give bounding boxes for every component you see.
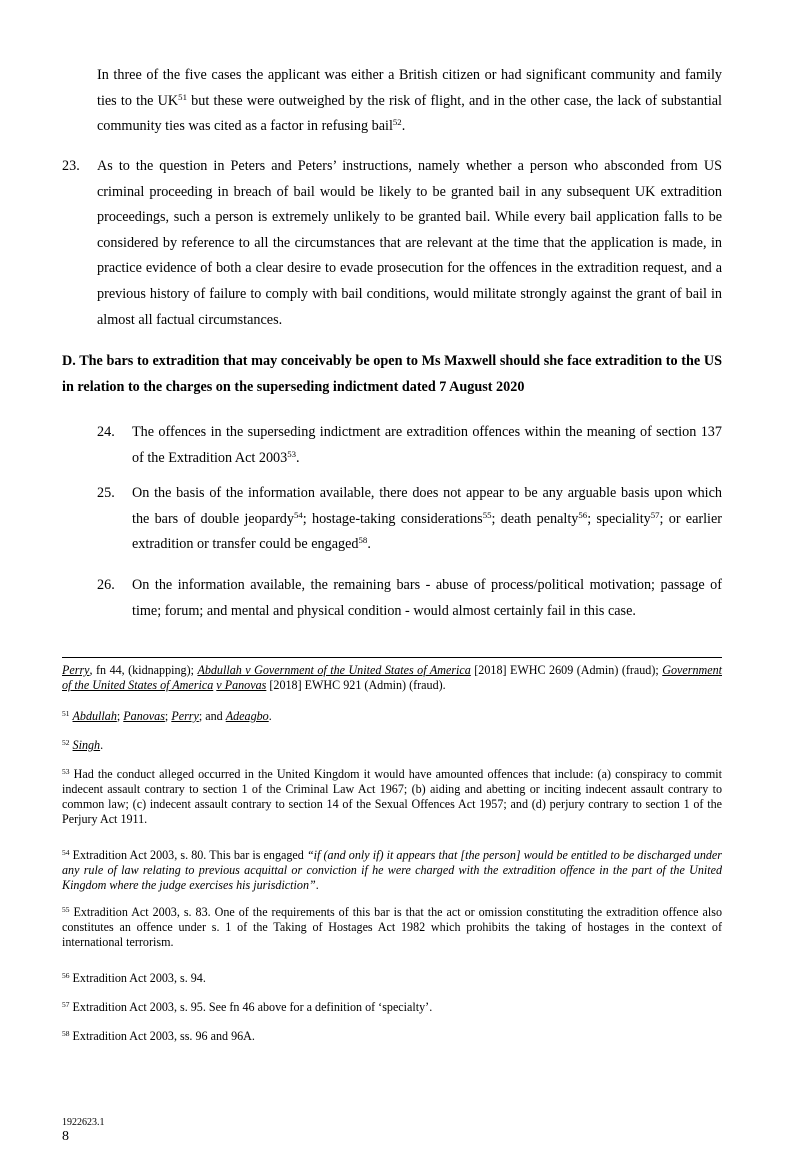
text-run: [2018] EWHC 921 (Admin) (fraud). bbox=[266, 677, 446, 692]
text-run: [2018] EWHC 2609 (Admin) (fraud); bbox=[470, 663, 663, 677]
case-citation: Singh bbox=[72, 738, 101, 752]
text-run: On the basis of the information available, there does not appear to be any arguable basis upon which the bars of double jeopardy bbox=[132, 485, 722, 527]
case-citation: Adeagbo bbox=[225, 709, 269, 723]
paragraph-23 bbox=[62, 154, 722, 333]
paragraph-number: 24. bbox=[97, 424, 115, 440]
text-run: , fn 44, (kidnapping); bbox=[89, 663, 198, 677]
footnote-reference: 51 bbox=[62, 708, 70, 718]
paragraph-number: 23. bbox=[62, 158, 80, 174]
text-run: but these were outweighed by the risk of flight, and in the other case, the lack of substantial community ties was cited as a factor in refusing bail bbox=[97, 92, 722, 135]
case-citation: v Panovas bbox=[216, 677, 267, 692]
text-run: In three of the five cases the applicant was either a British citizen or had significant community and family ties to the UK bbox=[97, 67, 722, 109]
footnote-reference: 58 bbox=[62, 1028, 70, 1038]
text-run: ; or earlier extradition or transfer could be engaged bbox=[132, 510, 723, 553]
text-run: . bbox=[296, 449, 300, 466]
case-citation: Perry bbox=[171, 709, 199, 723]
footnote-separator bbox=[62, 657, 722, 658]
text-run: . bbox=[100, 738, 104, 752]
footnote-57 bbox=[62, 1000, 722, 1015]
case-citation: “if (and only if) it appears that [the person] would be entitled to be discharged under any rule of law relating to previous acquittal or conviction if he were charged with the extradition offence in the part of the United Kingdom where the judge exercises his jurisdiction” bbox=[62, 848, 722, 892]
page-number: 8 bbox=[62, 1129, 69, 1144]
paragraph-24 bbox=[97, 420, 722, 471]
text-run: ; bbox=[164, 709, 172, 723]
footnote-reference: 58 bbox=[358, 535, 368, 546]
text-run: ; hostage-taking considerations bbox=[302, 510, 483, 527]
text-run: . bbox=[401, 118, 406, 135]
text-run: Extradition Act 2003, ss. 96 and 96A. bbox=[69, 1029, 255, 1043]
paragraph-text bbox=[97, 158, 722, 328]
text-run: Extradition Act 2003, s. 94. bbox=[69, 971, 206, 985]
footnote-54 bbox=[62, 848, 722, 893]
paragraph-number: 25. bbox=[97, 485, 115, 501]
footnote-reference: 53 bbox=[62, 766, 70, 776]
text-run: Extradition Act 2003, s. 95. See fn 46 above for a definition of ‘specialty’. bbox=[69, 1000, 433, 1014]
footnote-50-continuation bbox=[62, 663, 722, 693]
document-id: 1922623.1 bbox=[62, 1117, 105, 1128]
text-run: Extradition Act 2003, s. 80. This bar is engaged bbox=[69, 848, 307, 862]
paragraph-25 bbox=[97, 481, 723, 558]
text-run: . bbox=[315, 877, 319, 892]
footnote-51 bbox=[62, 709, 722, 724]
case-citation: Government of the United States of America bbox=[62, 663, 722, 692]
footnote-reference: 56 bbox=[578, 509, 588, 520]
text-run: As to the question in Peters and Peters’ instructions, namely whether a person who absconded from US criminal proceeding in breach of bail would be likely to be granted bail in any subsequent UK extradition proceedings, such a person is extremely unlikely to be granted bail. While every bail application falls to be considered by reference to all the circumstances that are relevant at the time that the application is made, in practice evidence of both a clear desire to evade prosecution for the offences in the extradition request, and a previous history of failure to comply with bail conditions, would militate strongly against the grant of bail in almost all factual circumstances. bbox=[97, 158, 722, 328]
text-run: Had the conduct alleged occurred in the United Kingdom it would have amounted offences that include: (a) conspiracy to commit indecent assault contrary to section 1 of the Criminal Law Act 1967; (b) aiding and abetting or inciting indecent assault contrary to common law; (c) indecent assault contrary to section 14 of the Sexual Offences Act 1957; and (d) perjury contrary to section 1 of the Perjury Act 1911. bbox=[62, 767, 722, 826]
paragraph-22-continuation bbox=[97, 63, 722, 140]
case-citation: Abdullah v Government of the United States of America bbox=[197, 663, 471, 677]
footnote-reference: 57 bbox=[62, 999, 70, 1009]
footnote-reference: 53 bbox=[287, 448, 297, 459]
footnote-reference: 55 bbox=[62, 904, 70, 914]
text-run: . bbox=[367, 536, 371, 553]
footnote-53 bbox=[62, 767, 722, 827]
footnote-reference: 55 bbox=[482, 509, 492, 520]
footnote-58 bbox=[62, 1029, 722, 1044]
footnote-reference: 54 bbox=[294, 509, 303, 520]
paragraph-text bbox=[132, 424, 722, 466]
case-citation: Panovas bbox=[123, 709, 165, 723]
case-citation: Perry bbox=[62, 663, 90, 677]
footnote-56 bbox=[62, 971, 722, 986]
footnote-reference: 56 bbox=[62, 970, 70, 980]
footnote-55 bbox=[62, 905, 722, 950]
paragraph-text bbox=[132, 485, 722, 552]
text-run: . bbox=[268, 709, 272, 723]
footnote-reference: 52 bbox=[62, 737, 70, 747]
case-citation: Abdullah bbox=[72, 709, 117, 723]
text-run: On the information available, the remaining bars - abuse of process/political motivation; passage of time; forum; and mental and physical condition - would almost certainly fail in this case. bbox=[132, 577, 722, 619]
footnote-reference: 57 bbox=[650, 509, 660, 520]
text-run: ; and bbox=[198, 709, 226, 723]
section-heading: D. The bars to extradition that may conceivably be open to Ms Maxwell should she face extradition to the US in relation to the charges on the superseding indictment dated 7 August 2020 bbox=[62, 353, 722, 395]
text-run: ; speciality bbox=[587, 510, 651, 527]
text-run: The offences in the superseding indictment are extradition offences within the meaning of section 137 of the Extradition Act 2003 bbox=[132, 424, 722, 466]
paragraph-text bbox=[132, 577, 722, 619]
footnote-reference: 51 bbox=[178, 91, 187, 102]
footnote-reference: 52 bbox=[392, 117, 402, 128]
text-run: ; death penalty bbox=[491, 510, 579, 527]
paragraph-26 bbox=[97, 573, 722, 624]
text-run: ; bbox=[116, 709, 124, 723]
footnote-reference: 54 bbox=[62, 847, 70, 857]
text-run: Extradition Act 2003, s. 83. One of the requirements of this bar is that the act or omission constituting the extradition offence also constitutes an offence under s. 1 of the Taking of Hostages Act 1982 which prohibits the taking of hostages in the context of international terrorism. bbox=[62, 905, 722, 949]
paragraph-number: 26. bbox=[97, 577, 115, 593]
footnote-52 bbox=[62, 738, 722, 753]
